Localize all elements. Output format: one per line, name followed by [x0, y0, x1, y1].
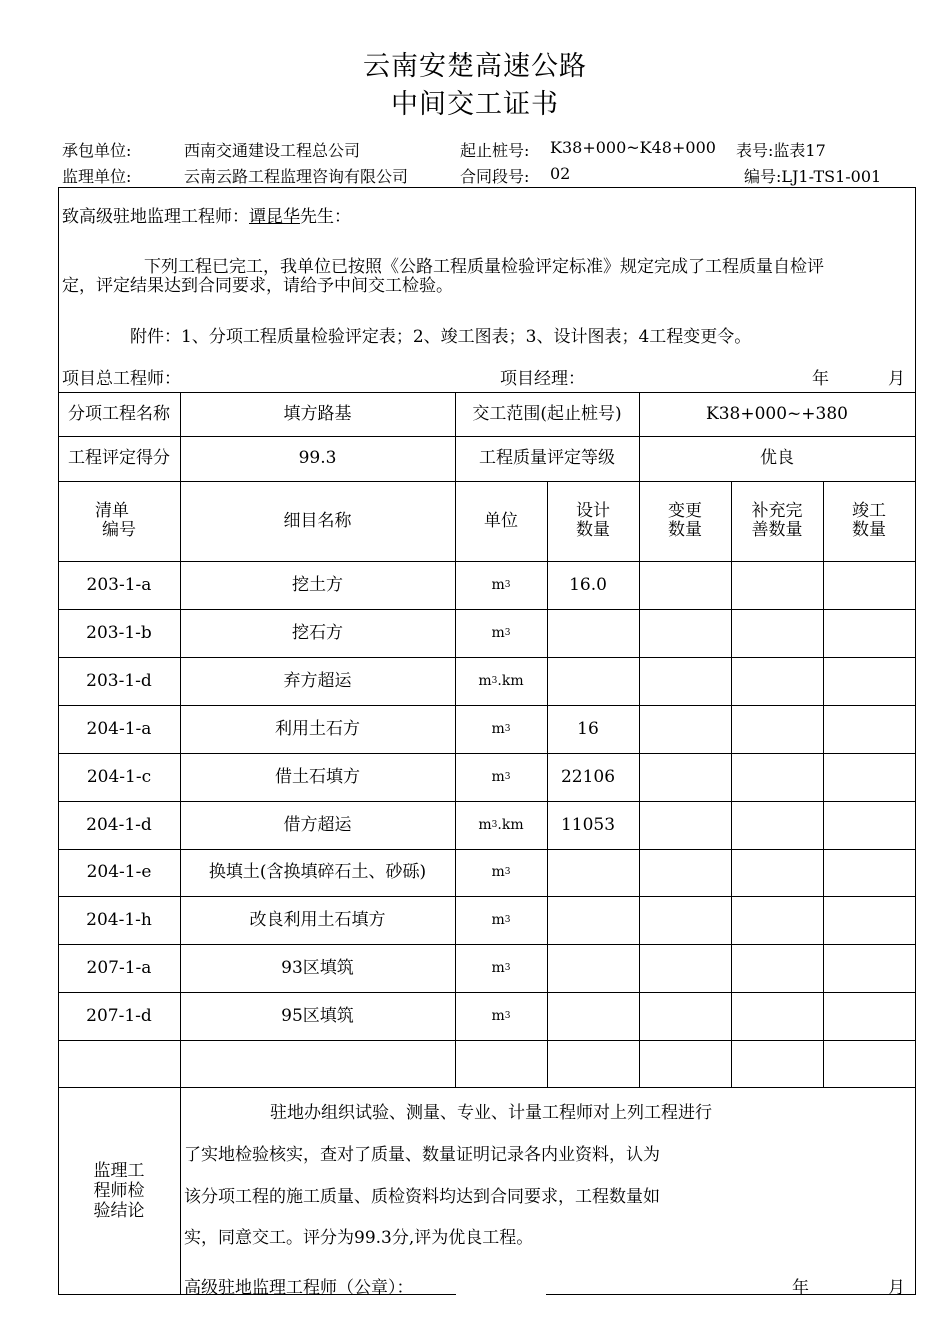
letter-body-line1: 下列工程已完工，我单位已按照《公路工程质量检验评定标准》规定完成了工程质量自检评 [144, 257, 824, 277]
row-code: 204-1-a [86, 718, 152, 739]
unit-suffix: .km [497, 672, 524, 689]
recipient-name: 谭昆华 [249, 207, 300, 227]
row-design-qty [547, 609, 629, 657]
project-manager-label: 项目经理： [500, 369, 585, 389]
row-unit [455, 992, 547, 1040]
unit-sup: 3 [504, 1010, 511, 1021]
row-name: 弃方超运 [283, 670, 352, 691]
unit-base: m [491, 1007, 505, 1024]
unit-sup: 3 [504, 771, 511, 782]
rule [58, 1040, 915, 1041]
conclusion-line4: 实，同意交工。评分为99.3分,评为优良工程。 [184, 1228, 534, 1248]
score-label: 工程评定得分 [68, 448, 170, 468]
row-code: 207-1-a [86, 957, 152, 978]
header-design-line2: 数量 [576, 520, 610, 540]
letter-year: 年 [812, 369, 829, 389]
rule [731, 481, 732, 1087]
header-change-line2: 数量 [668, 520, 702, 540]
station-value: K38+000~K48+000 [550, 138, 716, 157]
row-design-qty: 11053 [560, 814, 616, 835]
unit-sup: 3 [504, 579, 511, 590]
unit-sup: 3 [504, 867, 511, 877]
row-unit [455, 705, 547, 753]
header-code [58, 481, 180, 561]
unit-sup: 3 [504, 914, 511, 925]
row-design-qty [547, 849, 629, 896]
row-unit [455, 896, 547, 944]
row-unit [455, 849, 547, 896]
row-unit [455, 944, 547, 992]
row-design-qty [547, 896, 629, 944]
chief-engineer-label: 项目总工程师： [62, 369, 181, 389]
row-unit [455, 801, 547, 849]
row-unit [455, 561, 547, 609]
item-name-label: 分项工程名称 [68, 403, 170, 424]
letter-body-line2: 定，评定结果达到合同要求，请给予中间交工检验。 [62, 276, 453, 296]
conclusion-month: 月 [888, 1278, 905, 1298]
letter-recipient [62, 202, 351, 227]
row-design-qty [547, 944, 629, 992]
rule [823, 481, 824, 1087]
unit-base: m [491, 864, 505, 880]
unit-base: m [491, 959, 505, 976]
row-design-qty [547, 992, 629, 1040]
conclusion-line3: 该分项工程的施工质量、质检资料均达到合同要求，工程数量如 [184, 1187, 660, 1207]
signature-label: 高级驻地监理工程师（公章）： [184, 1278, 414, 1298]
row-unit [455, 753, 547, 801]
header-design-line1: 设计 [576, 501, 610, 521]
row-name: 利用土石方 [275, 718, 360, 739]
header-supplement-line1: 补充完 [751, 501, 803, 521]
contractor-label: 承包单位: [62, 141, 132, 160]
row-code: 204-1-e [86, 862, 152, 882]
unit-sup: 3 [504, 962, 511, 973]
row-name: 换填土(含换填碎石土、砂砾) [208, 862, 427, 882]
unit-base: m [491, 624, 505, 641]
header-code-line1: 清单 [95, 501, 129, 521]
row-code: 207-1-d [86, 1005, 152, 1026]
range-value: K38+000~+380 [706, 403, 848, 424]
conclusion-label-line1: 监理工 [93, 1161, 145, 1181]
row-design-qty: 22106 [560, 766, 616, 787]
signature-gap [456, 1292, 546, 1296]
letter-attachments: 附件：1、分项工程质量检验评定表；2、竣工图表；3、设计图表；4工程变更令。 [130, 327, 752, 347]
row-unit [455, 657, 547, 705]
document-title: 云南安楚高速公路 [363, 51, 587, 82]
contract-label: 合同段号: [460, 167, 530, 186]
rule [639, 481, 640, 1087]
conclusion-label [58, 1087, 180, 1295]
header-change-line1: 变更 [668, 501, 702, 521]
conclusion-year: 年 [792, 1278, 809, 1298]
station-label: 起止桩号: [460, 141, 530, 160]
serial-number: 编号:LJ1-TS1-001 [744, 167, 882, 186]
grade-label: 工程质量评定等级 [479, 448, 615, 468]
row-name: 挖石方 [292, 622, 343, 643]
letter-month: 月 [888, 369, 905, 389]
unit-sup: 3 [491, 819, 498, 830]
row-name: 借土石填方 [275, 766, 360, 787]
header-design-qty [547, 481, 639, 561]
conclusion-label-line2: 程师检 [93, 1181, 145, 1201]
header-code-line2: 编号 [102, 520, 136, 540]
row-name: 挖土方 [292, 574, 343, 595]
contract-value: 02 [550, 164, 571, 183]
header-supplement-line2: 善数量 [751, 520, 803, 540]
header-final-line2: 数量 [852, 520, 886, 540]
supervisor-value: 云南云路工程监理咨询有限公司 [184, 167, 409, 186]
range-label: 交工范围(起止桩号) [472, 403, 622, 424]
row-code: 203-1-a [86, 574, 152, 595]
header-unit: 单位 [484, 510, 518, 531]
unit-sup: 3 [504, 723, 511, 734]
item-name-value: 填方路基 [283, 403, 352, 424]
row-unit [455, 609, 547, 657]
row-code: 203-1-b [86, 622, 152, 643]
row-name: 93区填筑 [281, 957, 354, 978]
header-final-line1: 竣工 [852, 501, 886, 521]
recipient-suffix: 先生： [300, 207, 351, 227]
row-name: 改良利用土石填方 [249, 909, 386, 930]
unit-base: m [491, 576, 505, 593]
score-value: 99.3 [298, 448, 337, 468]
header-name: 细目名称 [283, 510, 352, 531]
unit-base: m [491, 768, 505, 785]
conclusion-label-line3: 验结论 [93, 1201, 145, 1221]
recipient-prefix: 致高级驻地监理工程师： [62, 207, 249, 227]
document-subtitle: 中间交工证书 [391, 89, 559, 120]
row-name: 借方超运 [283, 814, 352, 835]
row-design-qty: 16 [577, 718, 599, 739]
row-code: 204-1-h [86, 909, 152, 930]
row-code: 204-1-d [86, 814, 152, 835]
conclusion-line1: 驻地办组织试验、测量、专业、计量工程师对上列工程进行 [270, 1103, 712, 1123]
row-name: 95区填筑 [281, 1005, 354, 1026]
contractor-value: 西南交通建设工程总公司 [184, 141, 361, 160]
unit-base: m [478, 816, 492, 833]
unit-suffix: .km [497, 816, 524, 833]
row-design-qty [547, 657, 629, 705]
unit-base: m [491, 911, 505, 928]
conclusion-line2: 了实地检验核实，查对了质量、数量证明记录各内业资料，认为 [184, 1145, 660, 1165]
unit-sup: 3 [504, 627, 511, 638]
unit-sup: 3 [491, 675, 498, 686]
supervisor-label: 监理单位: [62, 167, 132, 186]
header-supplement-qty [731, 481, 823, 561]
row-design-qty: 16.0 [569, 574, 607, 595]
row-code: 203-1-d [86, 670, 152, 691]
row-code: 204-1-c [86, 766, 152, 787]
rule [58, 1087, 915, 1088]
unit-base: m [478, 672, 492, 689]
form-number: 表号:监表17 [736, 141, 826, 160]
unit-base: m [491, 720, 505, 737]
grade-value: 优良 [760, 448, 794, 468]
header-change-qty [639, 481, 731, 561]
header-final-qty [823, 481, 915, 561]
